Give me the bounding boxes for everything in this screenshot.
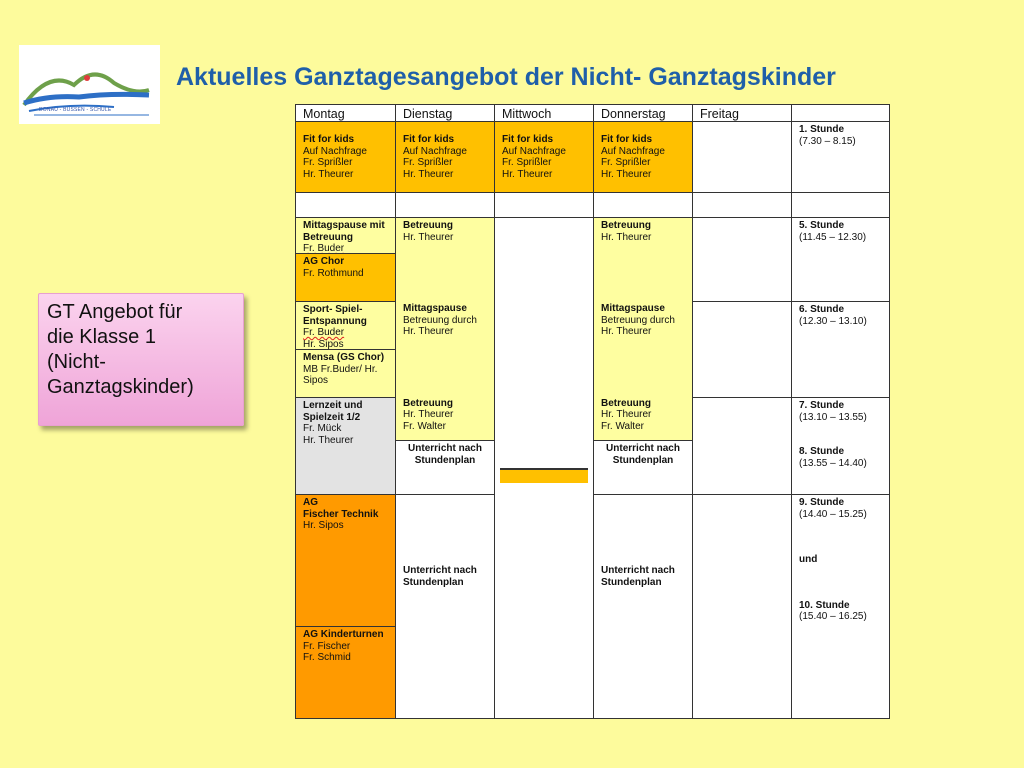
betreuung-title: Betreuung (601, 397, 651, 409)
fitforkids-montag (295, 121, 396, 193)
spacer (403, 243, 487, 303)
mensa-gs-chor (295, 349, 396, 398)
spacer (799, 520, 882, 554)
mittagspause-title: Mittagspause mit (303, 220, 385, 231)
stunde9-title: 9. Stunde (799, 497, 845, 508)
stunde7-8-cell (791, 397, 890, 495)
fitforkids-mittwoch (494, 121, 594, 193)
betreuung-donnerstag (593, 217, 693, 441)
stunde5-time: (11.45 – 12.30) (799, 231, 867, 243)
fitforkids-line: Fr. Sprißler (303, 157, 353, 168)
mittagspause-line: Betreuung durch (601, 314, 675, 326)
page-title: Aktuelles Ganztagesangebot der Nicht- Ganztagskinder (176, 63, 836, 91)
betreuung-name: Hr. Theurer (403, 231, 454, 243)
mittagspause-line: Hr. Theurer (403, 326, 454, 337)
stunde1-time: (7.30 – 8.15) (799, 135, 856, 147)
betreuung-name: Hr. Theurer (601, 231, 652, 243)
sport-spiel-entspannung (295, 301, 396, 350)
lernzeit-title: Spielzeit 1/2 (303, 411, 361, 423)
ag-fischer-title: Fischer Technik (303, 508, 379, 520)
header-mittwoch: Mittwoch (494, 104, 594, 122)
stunde1-title: 1. Stunde (799, 124, 845, 135)
freitag-empty-5 (692, 494, 792, 719)
header-donnerstag: Donnerstag (593, 104, 693, 122)
header-dienstag: Dienstag (395, 104, 495, 122)
gap-cell (593, 192, 693, 218)
mittagspause-line: Betreuung durch (403, 314, 477, 326)
unterricht-dienstag-2 (395, 494, 495, 719)
school-logo (19, 45, 160, 124)
stunde7-time: (13.10 – 13.55) (799, 411, 867, 423)
sport-title: Entspannung (303, 315, 367, 327)
timetable (295, 104, 890, 719)
fitforkids-line: Auf Nachfrage (502, 145, 566, 157)
gap-cell (395, 192, 495, 218)
betreuung-dienstag (395, 217, 495, 441)
fitforkids-title: Fit for kids (303, 134, 355, 145)
fitforkids-line: Hr. Theurer (502, 168, 553, 180)
unterricht-text: Unterricht nach (601, 565, 675, 576)
sport-name: Hr. Sipos (303, 338, 344, 350)
betreuung-title: Betreuung (403, 220, 453, 231)
stunde9-time: (14.40 – 15.25) (799, 508, 867, 520)
mittagspause-name: Fr. Buder (303, 243, 345, 254)
spacer (799, 423, 882, 446)
spacer (799, 566, 882, 600)
ag-chor-name: Fr. Rothmund (303, 267, 364, 279)
stunde6-title: 6. Stunde (799, 304, 845, 315)
ag-chor-title: AG Chor (303, 256, 345, 267)
logo-text: DONAU - BUSSEN - SCHULE (39, 107, 112, 113)
ag-kinderturnen-title: AG Kinderturnen (303, 629, 384, 640)
fitforkids-line: Fr. Sprißler (502, 157, 552, 168)
mittwoch-marker (500, 468, 588, 483)
freitag-empty-1 (692, 121, 792, 193)
fitforkids-title: Fit for kids (601, 134, 653, 145)
fitforkids-line: Fr. Sprißler (601, 157, 651, 168)
mittagspause-line: Hr. Theurer (601, 326, 652, 337)
fitforkids-line: Auf Nachfrage (601, 145, 665, 157)
gap-cell (791, 192, 890, 218)
lernzeit-spielzeit (295, 397, 396, 495)
fitforkids-line: Auf Nachfrage (403, 145, 467, 157)
spacer (403, 338, 487, 398)
fitforkids-line: Hr. Theurer (403, 168, 454, 180)
ag-fischer-technik (295, 494, 396, 627)
callout-line: GT Angebot für (47, 301, 183, 323)
callout-line: Ganztagskinder) (47, 376, 194, 398)
gap-cell (692, 192, 792, 218)
stunde8-time: (13.55 – 14.40) (799, 457, 867, 469)
fitforkids-line: Fr. Sprißler (403, 157, 453, 168)
unterricht-text: Stundenplan (601, 576, 662, 588)
fitforkids-title: Fit for kids (502, 134, 554, 145)
ag-kinderturnen (295, 626, 396, 719)
stunde1-cell (791, 121, 890, 193)
lernzeit-name: Hr. Theurer (303, 434, 354, 446)
unterricht-text: Unterricht nach (408, 443, 482, 454)
fitforkids-line: Hr. Theurer (601, 168, 652, 180)
stunde6-time: (12.30 – 13.10) (799, 315, 867, 327)
betreuung-name: Fr. Walter (601, 420, 644, 432)
stunde9-10-cell (791, 494, 890, 719)
stunde8-title: 8. Stunde (799, 446, 845, 457)
ag-fischer-title: AG (303, 497, 318, 508)
mittagspause-title: Mittagspause (601, 303, 665, 314)
ag-kinderturnen-name: Fr. Fischer (303, 640, 351, 652)
unterricht-text: Unterricht nach (606, 443, 680, 454)
fitforkids-title: Fit for kids (403, 134, 455, 145)
mensa-line: Sipos (303, 375, 329, 386)
fitforkids-donnerstag (593, 121, 693, 193)
callout-line: die Klasse 1 (47, 326, 156, 348)
header-freitag: Freitag (692, 104, 792, 122)
gap-cell (295, 192, 396, 218)
stunde10-time: (15.40 – 16.25) (799, 611, 867, 622)
lernzeit-title: Lernzeit und (303, 400, 363, 411)
callout-line: (Nicht- (47, 351, 106, 373)
mensa-title: Mensa (GS Chor) (303, 352, 385, 363)
header-montag: Montag (295, 104, 396, 122)
stunde6-cell (791, 301, 890, 398)
betreuung-name: Fr. Walter (403, 420, 446, 432)
betreuung-title: Betreuung (403, 397, 453, 409)
spacer (601, 243, 685, 303)
mittagspause-title: Betreuung (303, 231, 353, 243)
und-text: und (799, 554, 818, 565)
unterricht-text: Stundenplan (414, 454, 476, 466)
unterricht-donnerstag-2 (593, 494, 693, 719)
betreuung-name: Hr. Theurer (403, 409, 454, 420)
header-empty (791, 104, 890, 122)
ag-chor (295, 253, 396, 302)
gap-cell (494, 192, 594, 218)
unterricht-text: Stundenplan (403, 576, 464, 588)
mittwoch-empty (494, 217, 594, 719)
unterricht-dienstag-1 (395, 440, 495, 495)
callout-box (38, 293, 244, 426)
stunde5-cell (791, 217, 890, 302)
betreuung-name: Hr. Theurer (601, 409, 652, 420)
mittagspause-montag (295, 217, 396, 254)
unterricht-text: Unterricht nach (403, 565, 477, 576)
freitag-empty-4 (692, 397, 792, 495)
lernzeit-name: Fr. Mück (303, 423, 342, 434)
stunde7-title: 7. Stunde (799, 400, 845, 411)
fitforkids-dienstag (395, 121, 495, 193)
fitforkids-line: Auf Nachfrage (303, 145, 367, 157)
mittagspause-title: Mittagspause (403, 303, 467, 314)
stunde5-title: 5. Stunde (799, 220, 845, 231)
freitag-empty-2 (692, 217, 792, 302)
unterricht-donnerstag-1 (593, 440, 693, 495)
fitforkids-line: Hr. Theurer (303, 168, 354, 180)
spacer (601, 338, 685, 398)
stunde10-title: 10. Stunde (799, 599, 850, 611)
ag-fischer-name: Hr. Sipos (303, 520, 344, 531)
sport-name: Fr. Buder (303, 327, 345, 338)
mensa-line: MB Fr.Buder/ Hr. (303, 363, 378, 375)
unterricht-text: Stundenplan (612, 454, 674, 466)
freitag-empty-3 (692, 301, 792, 398)
ag-kinderturnen-name: Fr. Schmid (303, 652, 351, 663)
betreuung-title: Betreuung (601, 220, 651, 231)
sport-title: Sport- Spiel- (303, 304, 363, 315)
